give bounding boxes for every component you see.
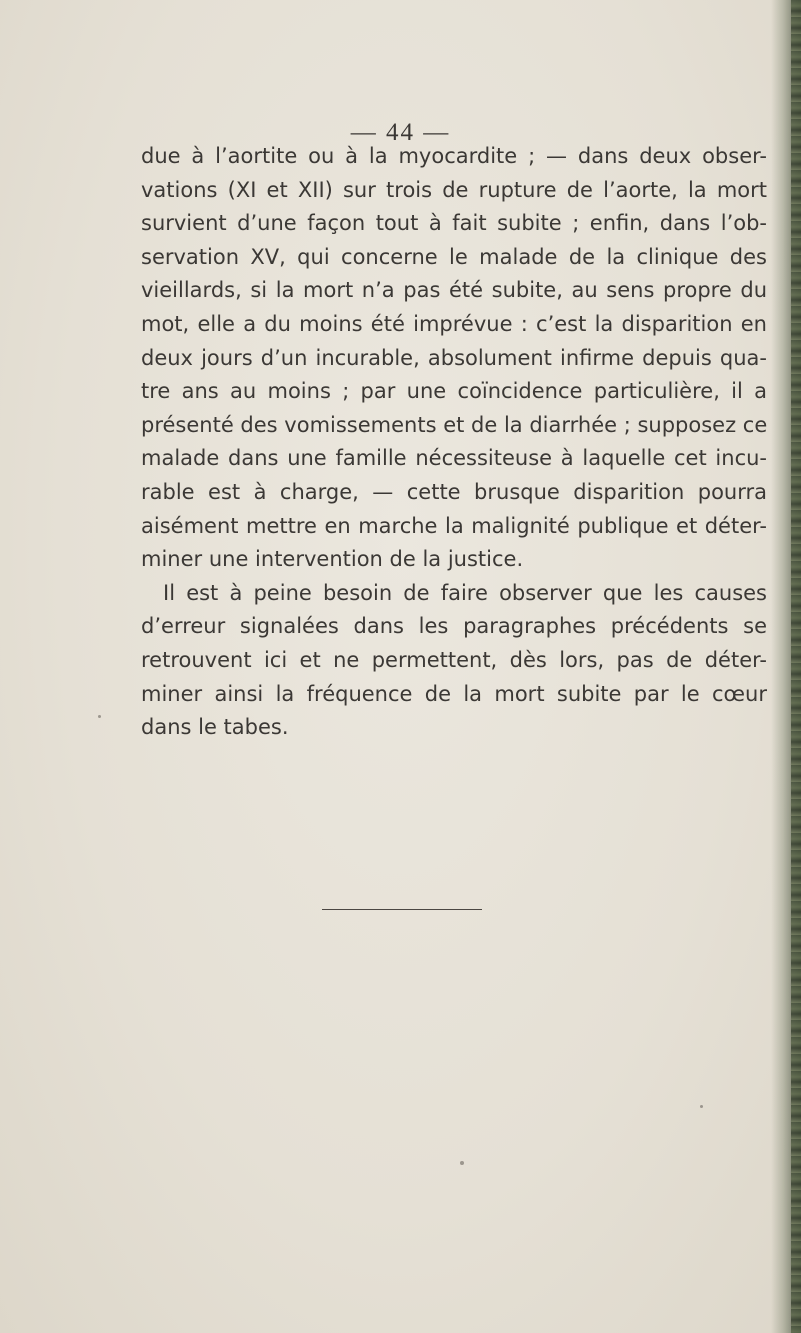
text-line: dans le tabes. bbox=[141, 715, 289, 740]
end-rule bbox=[322, 909, 482, 910]
text-line: présenté des vomissements et de la diarrhée ; supposez ce bbox=[141, 412, 767, 437]
text-line: tre ans au moins ; par une coïncidence particulière, il a bbox=[141, 379, 767, 404]
text-line: due à l’aortite ou à la myocardite ; — dans deux obser- bbox=[141, 144, 767, 168]
text-line: d’erreur signalées dans les paragraphes précédents se bbox=[141, 614, 767, 639]
binding-edge bbox=[791, 0, 801, 1333]
text-line: vations (XI et XII) sur trois de rupture de l’aorte, la mort bbox=[141, 177, 767, 202]
text-line: malade dans une famille nécessiteuse à laquelle cet incu- bbox=[141, 446, 767, 471]
text-line: deux jours d’un incurable, absolument infirme depuis qua- bbox=[141, 345, 767, 370]
page-number: — 44 — bbox=[350, 119, 451, 146]
paragraph-1 bbox=[141, 140, 767, 577]
text-line: miner une intervention de la justice. bbox=[141, 547, 524, 572]
paper-speck bbox=[700, 1105, 703, 1108]
text-line: aisément mettre en marche la malignité publique et déter- bbox=[141, 513, 767, 538]
text-line: retrouvent ici et ne permettent, dès lors, pas de déter- bbox=[141, 647, 767, 672]
paper-speck bbox=[460, 1161, 464, 1165]
paper-speck bbox=[98, 715, 101, 718]
text-line: servation XV, qui concerne le malade de la clinique des bbox=[141, 244, 767, 269]
paragraph-2 bbox=[141, 577, 767, 745]
text-line: survient d’une façon tout à fait subite ; enfin, dans l’ob- bbox=[141, 211, 767, 236]
page-edge-shadow bbox=[771, 0, 801, 1333]
text-line: miner ainsi la fréquence de la mort subite par le cœur bbox=[141, 681, 767, 706]
text-line: vieillards, si la mort n’a pas été subite, au sens propre du bbox=[141, 278, 767, 303]
text-line: mot, elle a du moins été imprévue : c’est la disparition en bbox=[141, 311, 767, 336]
text-line: rable est à charge, — cette brusque disparition pourra bbox=[141, 479, 767, 504]
text-line: Il est à peine besoin de faire observer que les causes bbox=[163, 580, 767, 605]
body-text bbox=[141, 140, 767, 745]
